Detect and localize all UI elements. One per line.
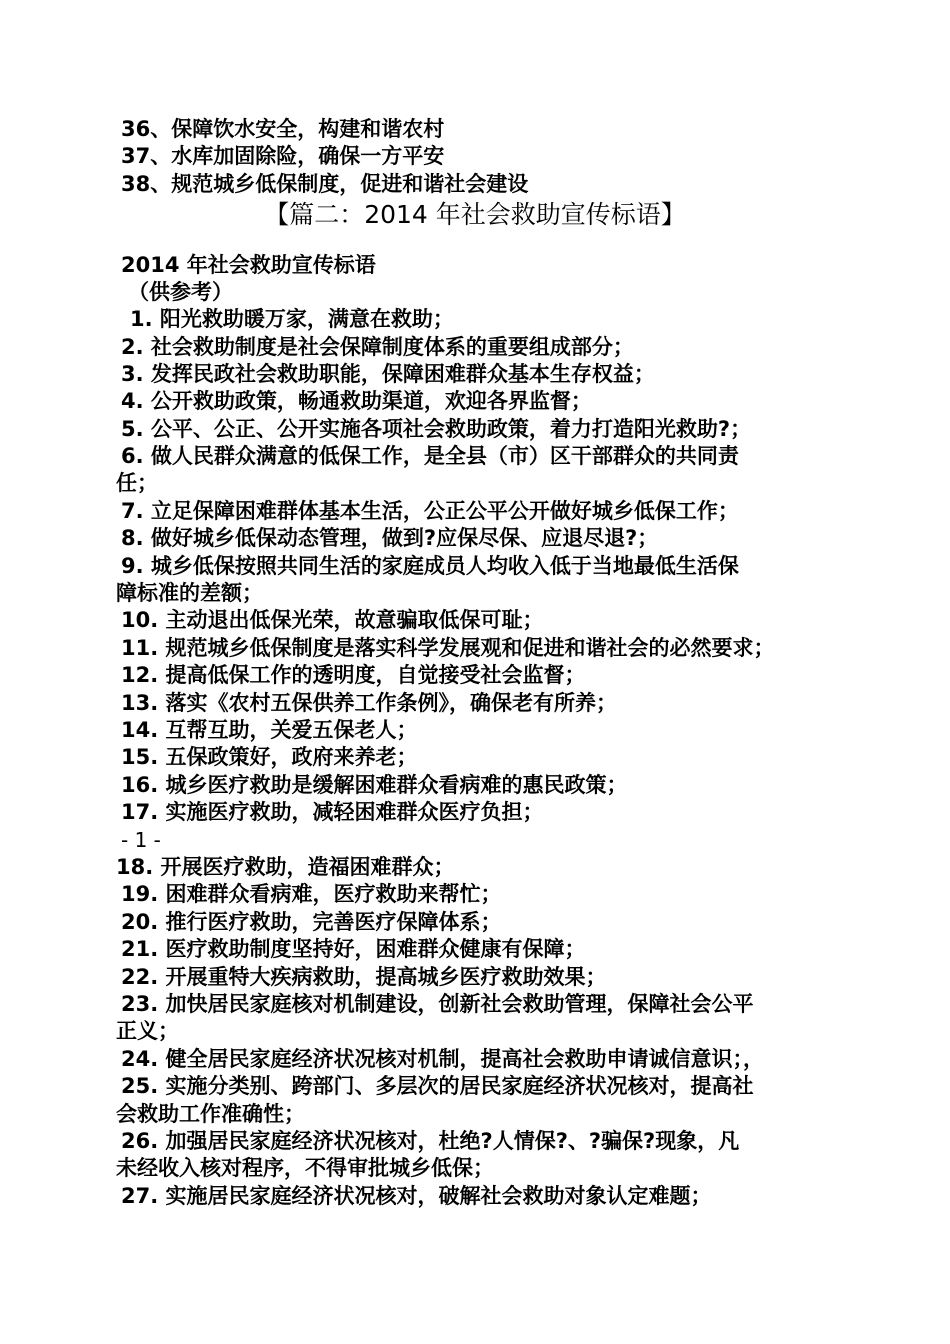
page-number: - 1 - xyxy=(121,828,161,852)
list-item: 12. 提高低保工作的透明度，自觉接受社会监督； xyxy=(121,663,586,687)
top-item: 37、水库加固除险，确保一方平安 xyxy=(121,144,445,168)
list-item: 3. 发挥民政社会救助职能，保障困难群众基本生存权益； xyxy=(121,362,655,386)
list-item: 19. 困难群众看病难，医疗救助来帮忙； xyxy=(121,882,502,906)
list-item: 17. 实施医疗救助，减轻困难群众医疗负担； xyxy=(121,800,544,824)
list-item: 23. 加快居民家庭核对机制建设，创新社会救助管理，保障社会公平 xyxy=(121,992,754,1016)
list-item: 11. 规范城乡低保制度是落实科学发展观和促进和谐社会的必然要求； xyxy=(121,636,775,660)
list-item-continued: 任； xyxy=(116,471,158,495)
list-item: 18. 开展医疗救助，造福困难群众； xyxy=(116,855,455,879)
list-item: 9. 城乡低保按照共同生活的家庭成员人均收入低于当地最低生活保 xyxy=(121,554,739,578)
list-item: 1. 阳光救助暖万家，满意在救助； xyxy=(130,307,454,331)
list-item: 26. 加强居民家庭经济状况核对，杜绝?人情保?、?骗保?现象，凡 xyxy=(121,1129,740,1153)
list-item: 27. 实施居民家庭经济状况核对，破解社会救助对象认定难题； xyxy=(121,1184,712,1208)
list-item: 7. 立足保障困难群体基本生活，公正公平公开做好城乡低保工作； xyxy=(121,499,739,523)
list-item: 4. 公开救助政策，畅通救助渠道，欢迎各界监督； xyxy=(121,389,592,413)
list-item-continued: 会救助工作准确性； xyxy=(116,1102,305,1126)
list-item: 5. 公平、公正、公开实施各项社会救助政策，着力打造阳光救助?； xyxy=(121,417,752,441)
list-item: 20. 推行医疗救助，完善医疗保障体系； xyxy=(121,910,502,934)
top-item: 36、保障饮水安全，构建和谐农村 xyxy=(121,117,445,141)
section-title: 【篇二：2014 年社会救助宣传标语】 xyxy=(264,200,686,229)
list-item: 21. 医疗救助制度坚持好，困难群众健康有保障； xyxy=(121,937,586,961)
doc-note: （供参考） xyxy=(128,280,233,304)
list-item-continued: 未经收入核对程序，不得审批城乡低保； xyxy=(116,1156,494,1180)
doc-title: 2014 年社会救助宣传标语 xyxy=(121,253,376,277)
list-item: 13. 落实《农村五保供养工作条例》，确保老有所养； xyxy=(121,691,618,715)
list-item-continued: 障标准的差额； xyxy=(116,581,263,605)
list-item: 6. 做人民群众满意的低保工作，是全县（市）区干部群众的共同责 xyxy=(121,444,739,468)
list-item: 14. 互帮互助，关爱五保老人； xyxy=(121,718,418,742)
list-item: 2. 社会救助制度是社会保障制度体系的重要组成部分； xyxy=(121,335,634,359)
list-item: 22. 开展重特大疾病救助，提高城乡医疗救助效果； xyxy=(121,965,607,989)
list-item: 16. 城乡医疗救助是缓解困难群众看病难的惠民政策； xyxy=(121,773,628,797)
list-item-continued: 正义； xyxy=(116,1019,179,1043)
list-item: 24. 健全居民家庭经济状况核对机制，提高社会救助申请诚信意识；， xyxy=(121,1047,765,1071)
list-item: 15. 五保政策好，政府来养老； xyxy=(121,745,418,769)
top-item: 38、规范城乡低保制度，促进和谐社会建设 xyxy=(121,172,529,196)
list-item: 10. 主动退出低保光荣，故意骗取低保可耻； xyxy=(121,608,544,632)
list-item: 8. 做好城乡低保动态管理，做到?应保尽保、应退尽退?； xyxy=(121,526,659,550)
list-item: 25. 实施分类别、跨部门、多层次的居民家庭经济状况核对，提高社 xyxy=(121,1074,754,1098)
